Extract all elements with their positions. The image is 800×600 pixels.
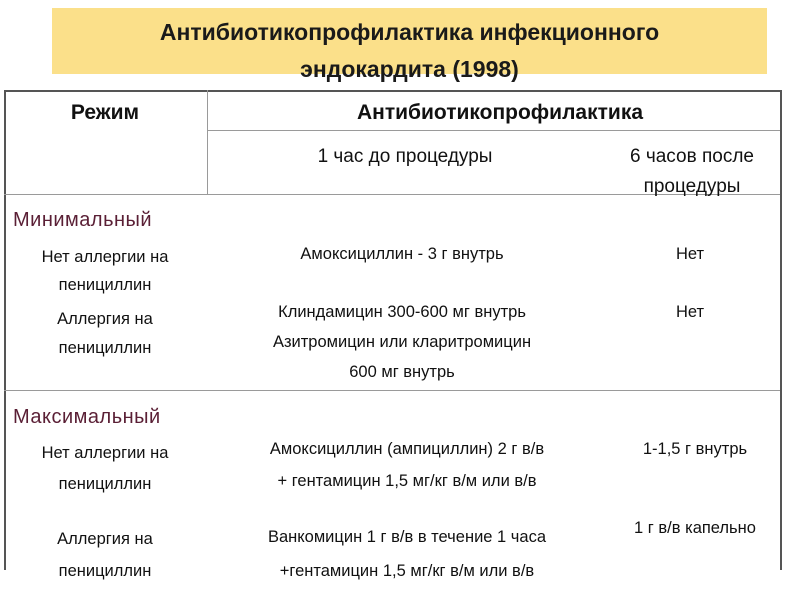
minimal-row-1-after: Нет [675,245,705,263]
header-mode: Режим [70,101,140,124]
maximal-row-2-condition-line-1: Аллергия на [57,530,153,548]
minimal-row-2-before-line-3: 600 мг внутрь [349,363,455,381]
minimal-row-2-condition-line-2: пенициллин [58,339,152,357]
minimal-row-1-condition-line-2: пенициллин [58,276,152,294]
header-divider [207,130,780,131]
maximal-row-2-before-line-2: +гентамицин 1,5 мг/кг в/м или в/в [279,562,535,580]
maximal-row-2-condition-line-2: пенициллин [58,562,152,580]
maximal-row-1-after: 1-1,5 г внутрь [642,440,748,458]
maximal-row-2-before-line-1: Ванкомицин 1 г в/в в течение 1 часа [267,528,547,546]
maximal-row-1-before-line-2: + гентамицин 1,5 мг/кг в/м или в/в [277,472,537,490]
minimal-row-2-before-line-2: Азитромицин или кларитромицин [272,333,532,351]
slide-title [52,14,767,88]
header-after-procedure-line-2: процедуры [643,176,741,197]
minimal-row-1-before: Амоксициллин - 3 г внутрь [300,245,504,263]
slide-title-line-1: Антибиотикопрофилактика инфекционного [159,19,660,45]
column-divider [207,90,208,195]
maximal-row-1-before-line-1: Амоксициллин (ампициллин) 2 г в/в [269,440,545,458]
minimal-row-2-before-line-1: Клиндамицин 300-600 мг внутрь [278,303,526,321]
section-divider [4,390,780,391]
header-prophylaxis: Антибиотикопрофилактика [356,101,644,124]
maximal-row-2-after: 1 г в/в капельно [634,519,756,537]
slide-title-line-2: эндокардита (1998) [300,56,519,82]
header-after-procedure-line-1: 6 часов после [630,146,754,167]
maximal-row-1-condition-line-2: пенициллин [58,475,152,493]
minimal-row-2-condition-line-1: Аллергия на [57,310,153,328]
minimal-row-2-after: Нет [675,303,705,321]
maximal-row-1-condition-line-1: Нет аллергии на [41,444,169,462]
section-maximal-label: Максимальный [13,406,161,428]
header-before-procedure: 1 час до процедуры [317,146,493,167]
minimal-row-1-condition-line-1: Нет аллергии на [41,248,169,266]
section-minimal-label: Минимальный [13,209,153,231]
